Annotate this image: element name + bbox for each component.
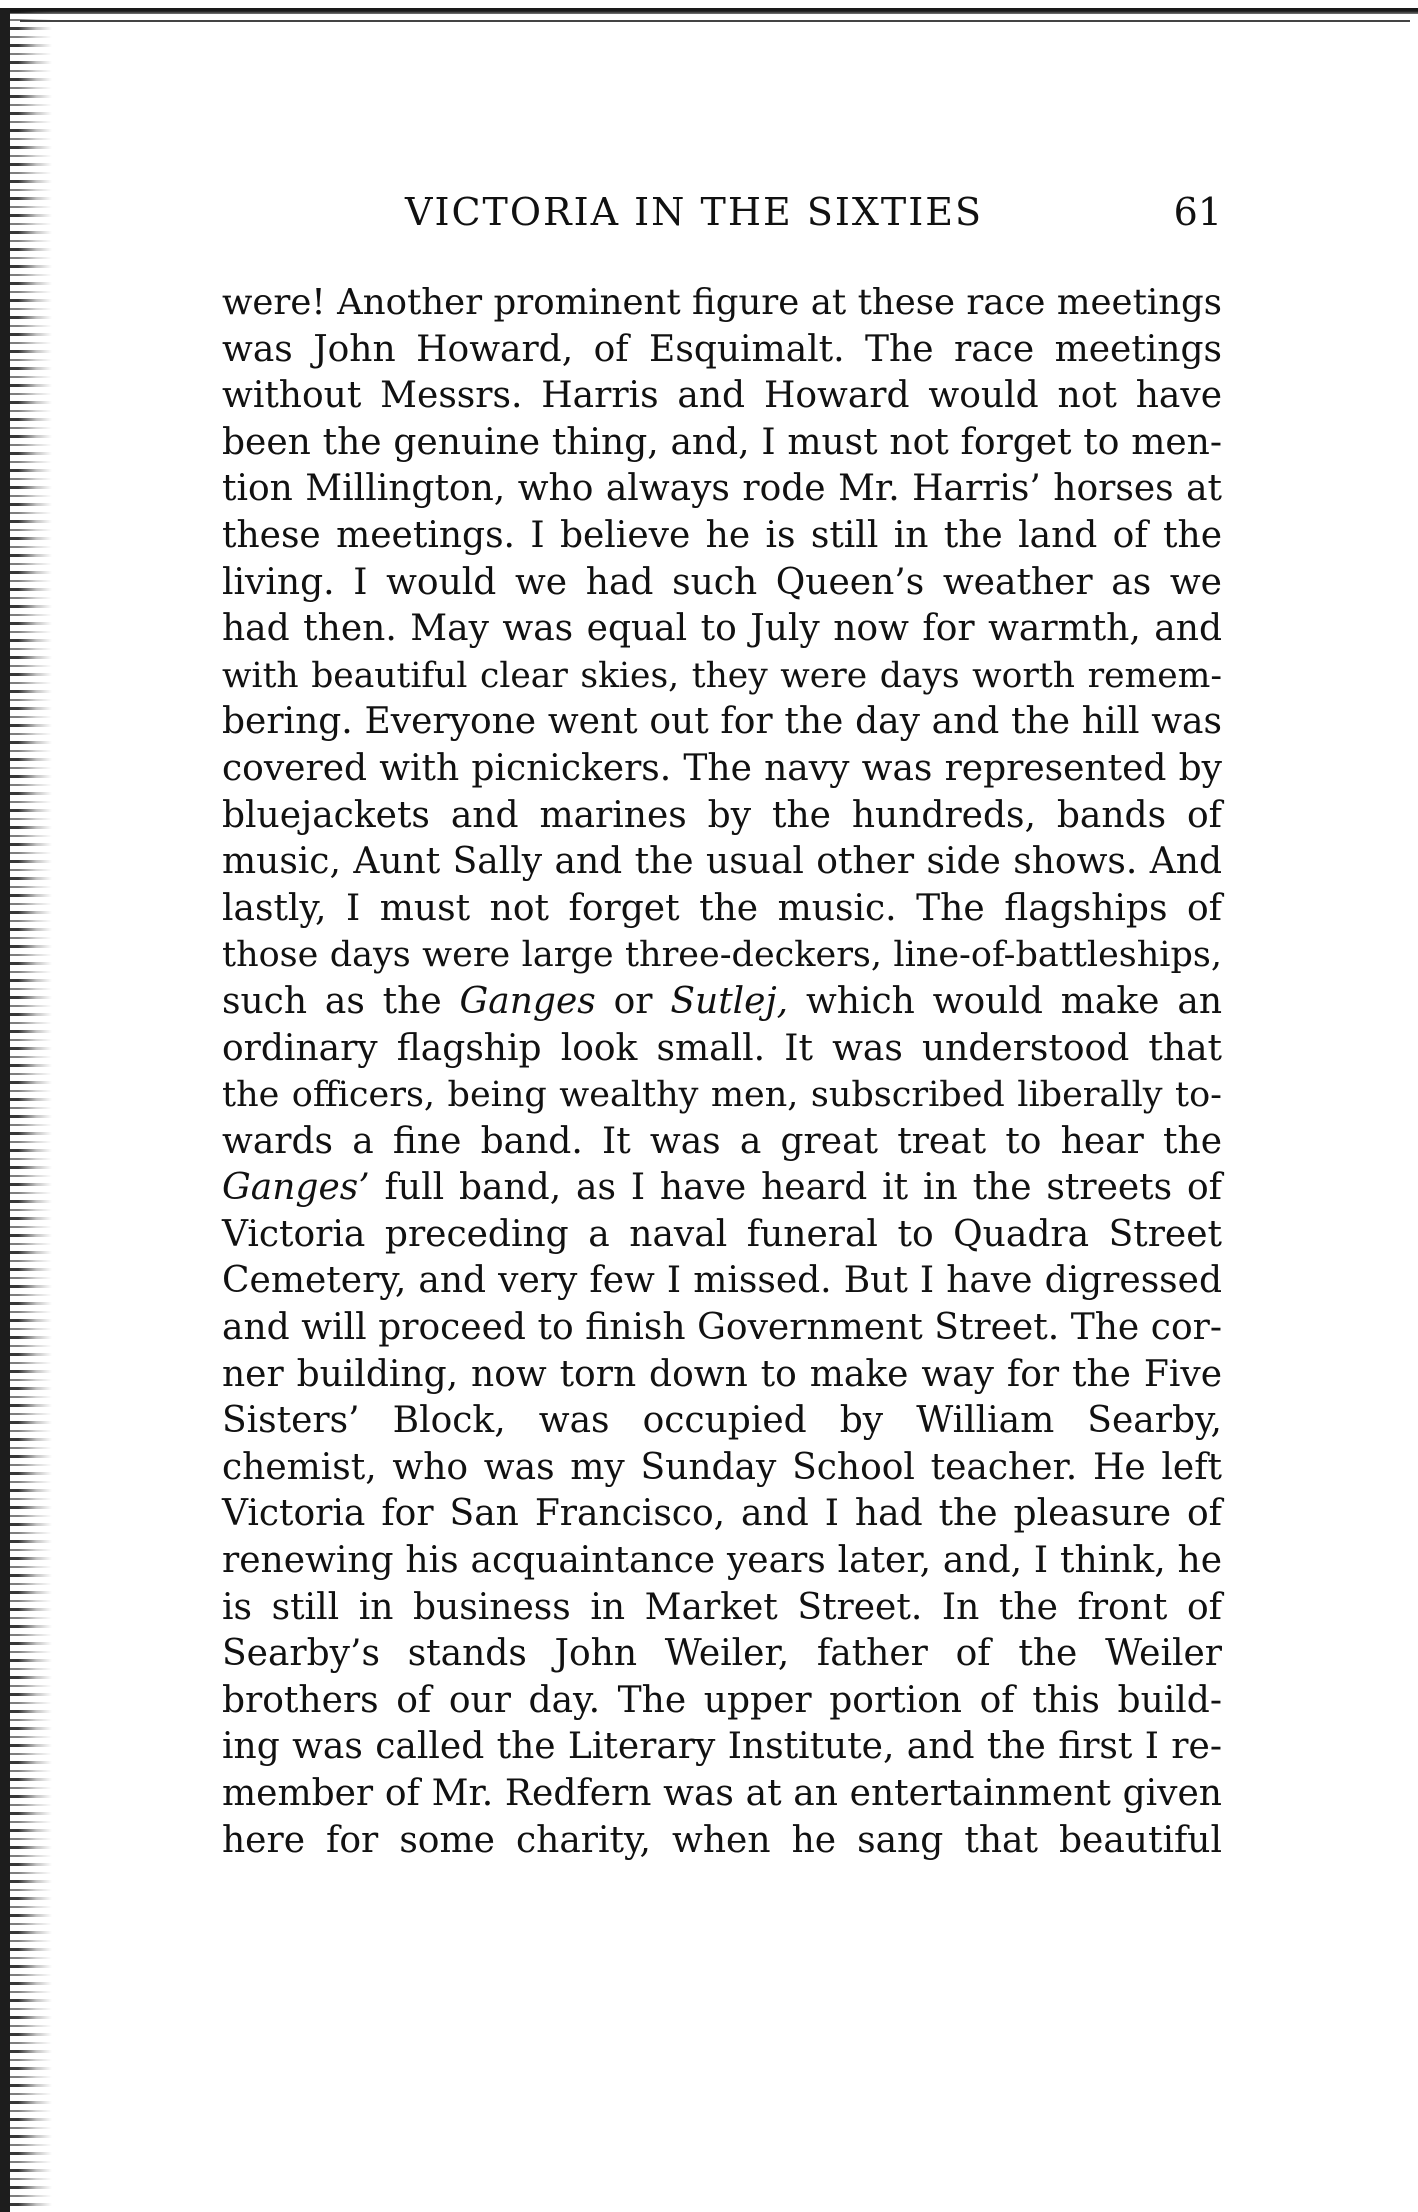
body-text <box>222 280 1222 1864</box>
text-line: such as the Ganges or Sutlej, which would make an <box>222 980 1223 1022</box>
text-line: member of Mr. Redfern was at an entertainment given <box>222 1773 1222 1814</box>
text-line: covered with picnickers. The navy was represented by <box>222 747 1222 789</box>
text-line: brothers of our day. The upper portion of this build- <box>222 1679 1222 1721</box>
text-line: Sisters’ Block, was occupied by William Searby, <box>222 1400 1222 1442</box>
text-line: were! Another prominent figure at these race meetings <box>222 282 1222 323</box>
scan-top-rule <box>20 20 1410 22</box>
text-line: music, Aunt Sally and the usual other side shows. And <box>222 841 1222 883</box>
running-head <box>222 190 1222 240</box>
text-line: with beautiful clear skies, they were days worth remem- <box>222 655 1222 696</box>
text-line: and will proceed to finish Government Street. The cor- <box>222 1307 1222 1349</box>
ship-name-italic: Sutlej, <box>670 980 789 1022</box>
text-line: these meetings. I believe he is still in the land of the <box>222 514 1222 556</box>
text-line: wards a fine band. It was a great treat to hear the <box>222 1120 1222 1162</box>
running-title: VICTORIA IN THE SIXTIES <box>405 190 984 234</box>
page-number: 61 <box>1173 190 1222 234</box>
text-line: living. I would we had such Queen’s weather as we <box>222 561 1222 603</box>
text-line: ordinary flagship look small. It was understood that <box>222 1027 1222 1069</box>
text-line: bluejackets and marines by the hundreds, bands of <box>222 794 1222 836</box>
scan-binding-edge <box>0 10 10 2212</box>
text-line: was John Howard, of Esquimalt. The race meetings <box>222 328 1222 370</box>
ship-name-italic: Ganges <box>459 980 596 1022</box>
text-line: Cemetery, and very few I missed. But I have digressed <box>222 1260 1222 1302</box>
text-line: here for some charity, when he sang that beautiful <box>222 1819 1222 1861</box>
text-line: lastly, I must not forget the music. The flagships of <box>222 887 1222 929</box>
text-line: chemist, who was my Sunday School teacher. He left <box>222 1446 1222 1488</box>
text-line: is still in business in Market Street. In the front of <box>222 1586 1222 1628</box>
text-line: Searby’s stands John Weiler, father of the Weiler <box>222 1633 1222 1675</box>
scan-top-edge <box>0 8 1418 14</box>
text-line: had then. May was equal to July now for warmth, and <box>222 608 1222 650</box>
text-line: those days were large three-deckers, line-of-battleships, <box>222 935 1222 976</box>
text-line: the officers, being wealthy men, subscribed liberally to- <box>222 1075 1222 1116</box>
text-line: without Messrs. Harris and Howard would not have <box>222 375 1222 417</box>
text-line: bering. Everyone went out for the day and the hill was <box>222 701 1222 743</box>
text-line: Ganges’ full band, as I have heard it in the streets of <box>222 1167 1222 1209</box>
text-line: Victoria for San Francisco, and I had the pleasure of <box>222 1493 1222 1535</box>
text-line: renewing his acquaintance years later, and, I think, he <box>222 1540 1222 1582</box>
text-line: Victoria preceding a naval funeral to Quadra Street <box>222 1213 1222 1255</box>
ship-name-italic: Ganges’ <box>222 1167 370 1209</box>
text-line: tion Millington, who always rode Mr. Harris’ horses at <box>222 468 1222 510</box>
text-line: ner building, now torn down to make way for the Five <box>222 1353 1222 1395</box>
text-line: ing was called the Literary Institute, and the first I re- <box>222 1726 1222 1768</box>
text-line: been the genuine thing, and, I must not forget to men- <box>222 421 1222 463</box>
